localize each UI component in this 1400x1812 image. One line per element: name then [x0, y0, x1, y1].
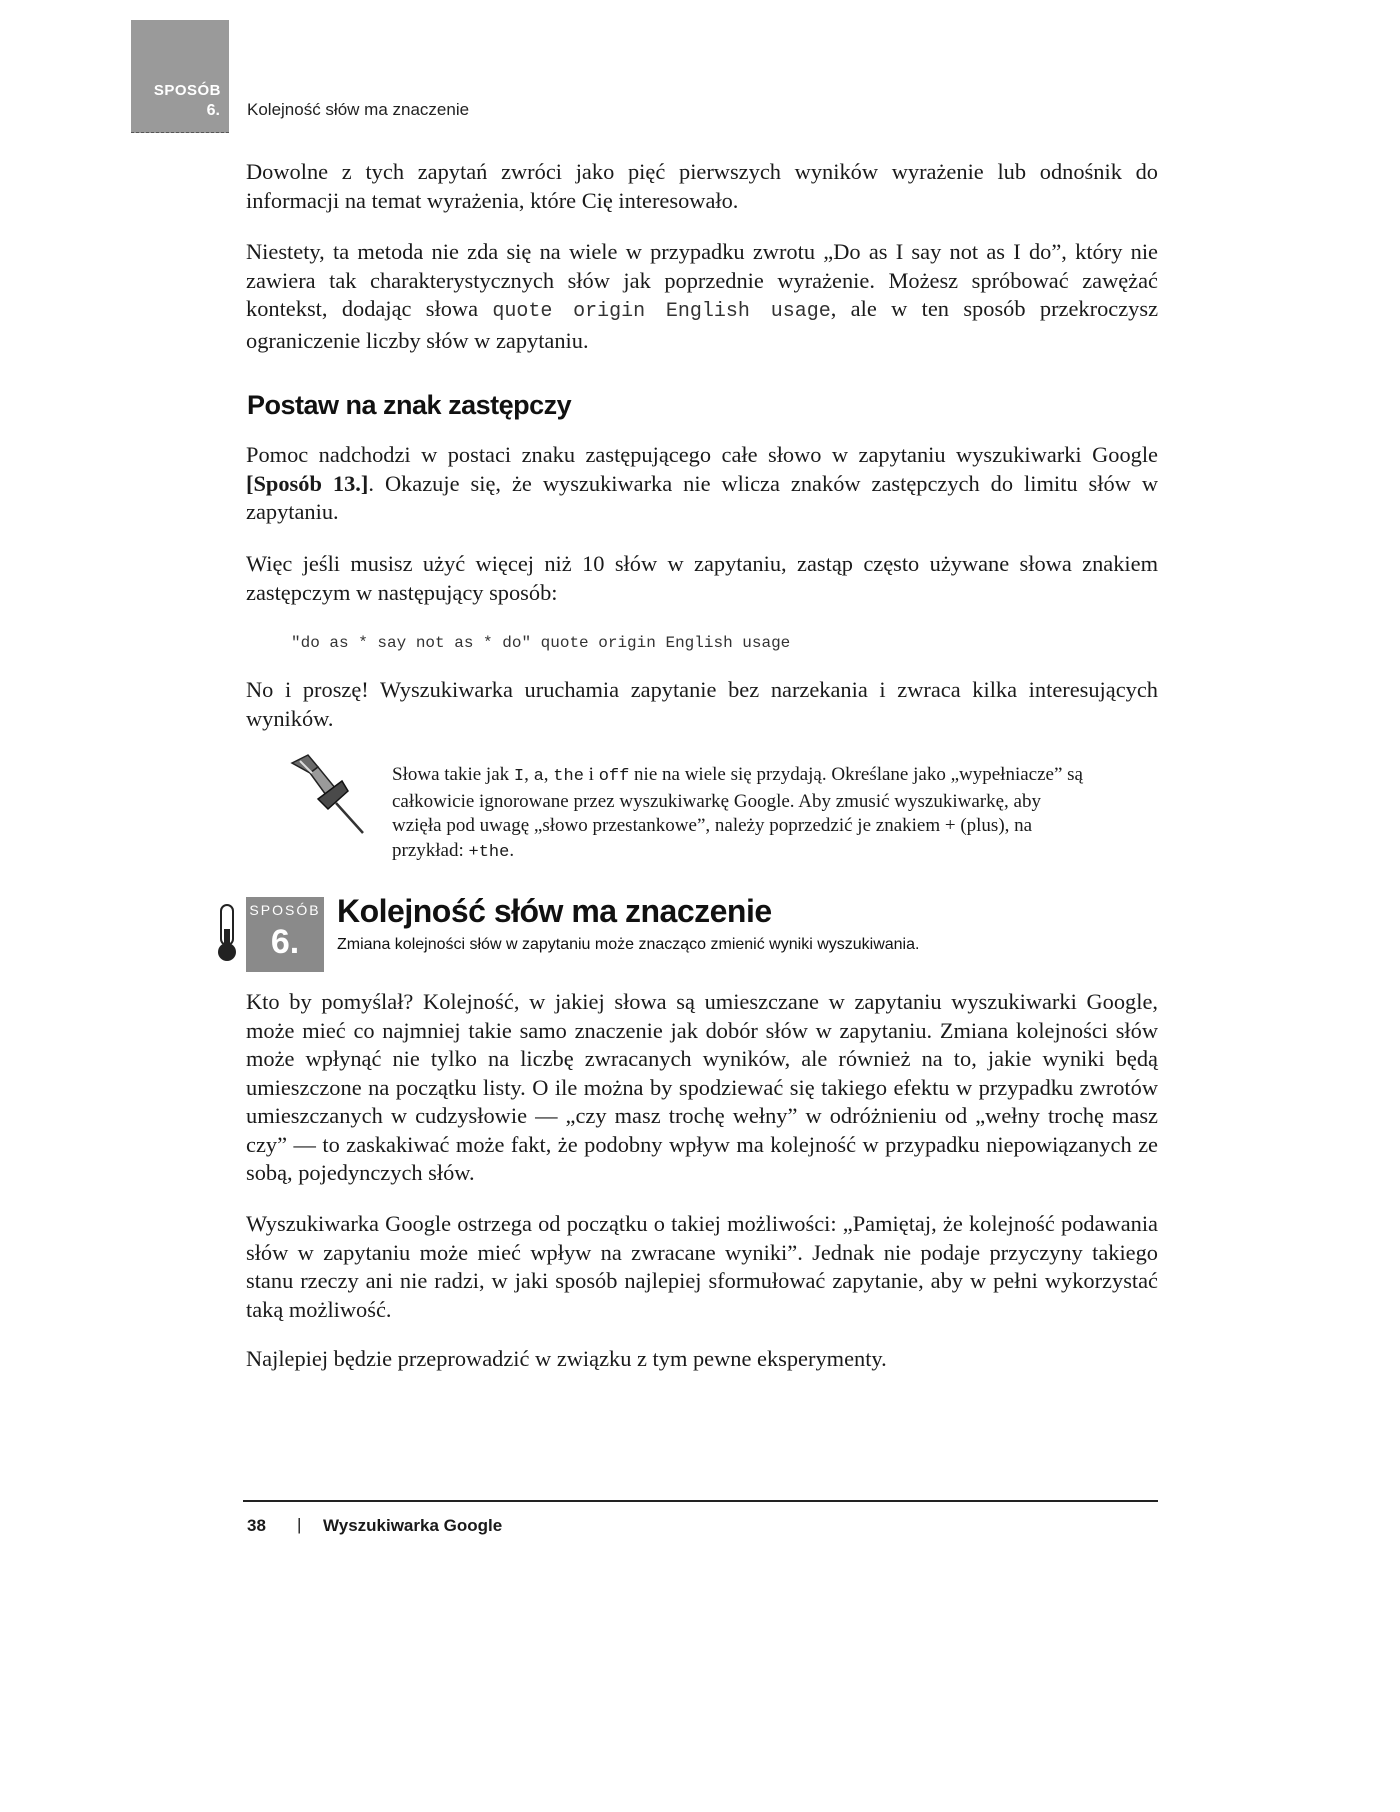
note-text: i: [583, 764, 599, 785]
running-header-title: Kolejność słów ma znaczenie: [247, 100, 470, 119]
footer-separator: |: [297, 1515, 302, 1534]
inline-code: the: [553, 767, 584, 786]
paragraph: [246, 238, 1158, 355]
paragraph: [246, 1210, 1158, 1324]
paragraph-text: Kto by pomyślał? Kolejność, w jakiej słowa są umieszczane w zapytaniu wyszukiwarki Google, może mieć co najmniej takie samo znaczenie jak dobór słów w zapytaniu. Zmiana kolejności słów może wpłynąć nie tylko na liczbę zwracanych wyników, ale również na to, jakie wyniki będą umieszczone na początku listy. O ile można by spodziewać się takiego efektu w przypadku zwrotów umieszczanych w cudzysłowie — „czy masz trochę wełny” w odróżnieniu od „wełny trochę masz czy” — to zaskakiwać może fakt, że podobny wpływ ma kolejność w przypadku niepowiązanych ze sobą, pojedynczych słów.: [246, 989, 1158, 1185]
inline-code: off: [598, 767, 630, 786]
hack-title: Kolejność słów ma znaczenie: [337, 893, 772, 929]
paragraph-text: . Okazuje się, że wyszukiwarka nie wlicza znaków zastępczych do limitu słów w zapytaniu.: [246, 470, 1158, 524]
inline-code: a: [533, 767, 544, 786]
inline-code: +the: [468, 842, 510, 862]
paragraph-text: Wyszukiwarka Google ostrzega od początku o takiej możliwości: „Pamiętaj, że kolejność podawania słów w zapytaniu może mieć wpływ na zwracane wyniki”. Jednak nie podaje przyczyny takiego stanu rzeczy ani nie radzi, w jaki sposób najlepiej sformułować zapytanie, aby w pełni wykorzystać taką możliwość.: [246, 1211, 1158, 1322]
paragraph: [246, 158, 1158, 215]
paragraph-text: Niestety, ta metoda nie zda się na wiele w przypadku zwrotu „Do as I say not as I do”, który nie zawiera tak charakterystycznych słów jak poprzednie wyrażenie. Możesz spróbować zawężać kontekst, dodając słowa: [246, 239, 1158, 321]
section-heading: Postaw na znak zastępczy: [247, 390, 572, 420]
paragraph: [246, 550, 1158, 607]
chapter-tab: [131, 20, 229, 133]
paragraph-text: , ale w ten sposób przekroczysz ograniczenie liczby słów w zapytaniu.: [246, 296, 1159, 353]
inline-code: quote origin English usage: [492, 300, 831, 323]
note-text: ,: [524, 764, 534, 785]
chapter-tab-label: SPOSÓB: [153, 82, 221, 99]
hack-badge: [246, 897, 324, 972]
book-title: Wyszukiwarka Google: [323, 1516, 503, 1535]
paragraph-text: Więc jeśli musisz użyć więcej niż 10 słów w zapytaniu, zastąp często używane słowa znakiem zastępczym w następujący sposób:: [246, 551, 1158, 605]
paragraph-text: Najlepiej będzie przeprowadzić w związku z tym pewne eksperymenty.: [246, 1346, 887, 1371]
footer-rule: [243, 1500, 1158, 1502]
chapter-tab-number: 6.: [206, 102, 220, 119]
paragraph-text: No i proszę! Wyszukiwarka uruchamia zapytanie bez narzekania i zwraca kilka interesujących wyników.: [246, 677, 1158, 731]
paragraph: [246, 988, 1158, 1188]
note-text: nie na wiele się przydają. Określane jako „wypełniacze” są całkowicie ignorowane przez wyszukiwarkę Google. Aby zmusić wyszukiwarkę, aby wzięła pod uwagę „słowo przestankowe”, należy poprzedzić je znakiem + (plus), na przykład:: [392, 764, 1083, 861]
paragraph-text: Dowolne z tych zapytań zwróci jako pięć pierwszych wyników wyrażenie lub odnośnik do informacji na temat wyrażenia, które Cię interesowało.: [246, 159, 1158, 213]
hack-badge-number: 6.: [270, 923, 300, 961]
page-number: 38: [247, 1516, 266, 1535]
hack-badge-label: SPOSÓB: [249, 902, 321, 918]
cross-reference: [Sposób 13.]: [246, 470, 369, 496]
paragraph: [246, 441, 1158, 527]
paragraph: [246, 1345, 1158, 1374]
code-example: "do as * say not as * do" quote origin English usage: [291, 634, 791, 652]
thermometer-icon: [212, 903, 242, 963]
note-box: [392, 763, 1092, 865]
pushpin-icon: [288, 753, 368, 837]
paragraph-text: Pomoc nadchodzi w postaci znaku zastępującego całe słowo w zapytaniu wyszukiwarki Google: [246, 442, 1158, 467]
note-text: ,: [543, 764, 554, 785]
note-text: .: [509, 839, 515, 861]
note-text: Słowa takie jak: [392, 764, 514, 785]
inline-code: I: [513, 767, 525, 786]
hack-subtitle: Zmiana kolejności słów w zapytaniu może znacząco zmienić wyniki wyszukiwania.: [337, 936, 920, 953]
paragraph: [246, 676, 1158, 733]
